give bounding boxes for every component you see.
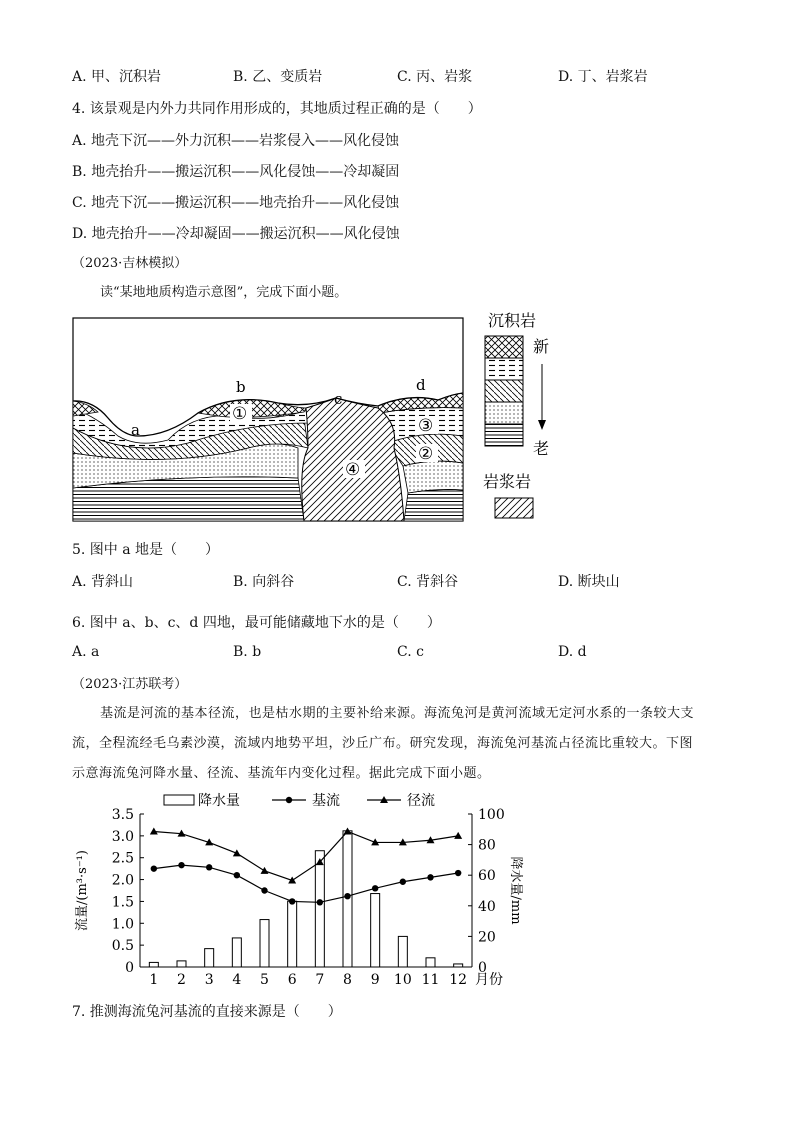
bar-precip-month-4 [232, 938, 241, 967]
y-left-tick-label: 2.5 [111, 850, 134, 867]
circled-1: ① [232, 404, 248, 424]
q6-option-d[interactable]: D. d [558, 644, 587, 660]
point-baseflow [261, 887, 267, 893]
bar-precip-month-2 [177, 961, 186, 967]
point-baseflow [344, 893, 350, 899]
legend-marker-baseflow [286, 797, 292, 803]
q4-option-a[interactable]: A. 地壳下沉——外力沉积——岩浆侵入——风化侵蚀 [72, 133, 400, 149]
x-tick-label: 3 [204, 972, 214, 988]
source-label-1: （2023·吉林模拟） [72, 256, 188, 271]
legend-label-baseflow: 基流 [312, 793, 340, 809]
x-tick-label: 5 [260, 972, 269, 988]
bar-precip-month-3 [205, 949, 214, 967]
passage-line-2: 流，全程流经毛乌素沙漠，流域内地势平坦，沙丘广布。研究发现，海流兔河基流占径流比重较大。下图 [72, 736, 694, 751]
q3-option-a[interactable]: A. 甲、沉积岩 [72, 69, 162, 85]
q5-option-a[interactable]: A. 背斜山 [72, 574, 134, 590]
y-right-tick-label: 100 [478, 807, 505, 823]
x-tick-label: 4 [232, 972, 242, 988]
bar-precip-month-10 [398, 936, 407, 967]
point-baseflow [317, 899, 323, 905]
bar-precip-month-1 [149, 962, 158, 967]
legend-mag-title: 岩浆岩 [483, 472, 532, 491]
q4-option-b[interactable]: B. 地壳抬升——搬运沉积——风化侵蚀——冷却凝固 [72, 164, 400, 180]
x-tick-label: 1 [149, 972, 159, 988]
q4-stem: 4. 该景观是内外力共同作用形成的，其地质过程正确的是（ ） [72, 101, 482, 117]
point-baseflow [455, 870, 461, 876]
point-baseflow [234, 872, 240, 878]
legend-new: 新 [533, 337, 550, 356]
point-baseflow [400, 879, 406, 885]
bar-precip-month-5 [260, 920, 269, 967]
geologic-diagram [68, 308, 558, 528]
y-left-axis-label: 流量/(m³·s⁻¹) [75, 850, 90, 931]
x-tick-label: 8 [343, 972, 352, 988]
legend-old: 老 [533, 439, 550, 458]
q6-option-b[interactable]: B. b [233, 644, 262, 660]
intro-text-1: 读“某地地质构造示意图”，完成下面小题。 [100, 285, 348, 300]
q5-option-c[interactable]: C. 背斜谷 [397, 574, 459, 590]
y-right-axis-label: 降水量/mm [508, 856, 523, 925]
q3-option-d[interactable]: D. 丁、岩浆岩 [558, 69, 648, 85]
point-baseflow [289, 898, 295, 904]
point-baseflow [206, 864, 212, 870]
bar-precip-month-9 [371, 894, 380, 967]
source-label-2: （2023·江苏联考） [72, 677, 188, 692]
y-right-tick-label: 60 [478, 868, 496, 885]
q5-option-d[interactable]: D. 断块山 [558, 574, 620, 590]
q5-option-b[interactable]: B. 向斜谷 [233, 574, 295, 590]
y-left-tick-label: 1.5 [111, 894, 134, 911]
y-left-tick-label: 1.0 [111, 916, 134, 933]
q5-stem: 5. 图中 a 地是（ ） [72, 542, 220, 558]
x-axis-label: 月份 [475, 972, 503, 988]
q4-option-d[interactable]: D. 地壳抬升——冷却凝固——搬运沉积——风化侵蚀 [72, 226, 400, 242]
bar-precip-month-12 [454, 964, 463, 967]
point-baseflow [178, 862, 184, 868]
label-c: c [334, 390, 343, 408]
q3-option-c[interactable]: C. 丙、岩浆 [397, 69, 473, 85]
x-tick-label: 11 [421, 972, 440, 988]
legend-swatch-5 [485, 424, 523, 446]
legend-swatch-3 [485, 380, 523, 402]
legend-swatch-2 [485, 358, 523, 380]
bar-precip-month-7 [315, 851, 324, 967]
legend-sed-title: 沉积岩 [488, 311, 537, 330]
y-right-tick-label: 40 [478, 898, 496, 915]
legend-label-precip: 降水量 [198, 793, 240, 809]
q6-option-c[interactable]: C. c [397, 644, 424, 660]
circled-4: ④ [345, 460, 361, 480]
circled-2: ② [418, 444, 434, 464]
label-d: d [416, 376, 426, 394]
label-a: a [131, 421, 140, 439]
legend-swatch-4 [485, 402, 523, 424]
point-runoff [261, 867, 269, 874]
passage-line-3: 示意海流兔河降水量、径流、基流年内变化过程。据此完成下面小题。 [72, 766, 491, 781]
point-baseflow [151, 865, 157, 871]
passage-line-1: 基流是河流的基本径流，也是枯水期的主要补给来源。海流兔河是黄河流域无定河水系的一条较大支 [100, 706, 695, 721]
x-tick-label: 12 [449, 972, 468, 988]
x-tick-label: 7 [315, 972, 325, 988]
legend-swatch-1 [485, 336, 523, 358]
y-right-tick-label: 20 [478, 929, 496, 946]
point-runoff [150, 827, 158, 834]
q3-option-b[interactable]: B. 乙、变质岩 [233, 69, 323, 85]
point-baseflow [427, 874, 433, 880]
y-left-tick-label: 3.5 [111, 807, 134, 823]
q6-stem: 6. 图中 a、b、c、d 四地，最可能储藏地下水的是（ ） [72, 615, 441, 631]
y-right-tick-label: 80 [478, 837, 496, 854]
circled-3: ③ [418, 416, 434, 436]
legend-swatch-magma [495, 498, 533, 518]
y-right-tick-label: 0 [478, 960, 487, 976]
x-tick-label: 2 [177, 972, 186, 988]
series-line-runoff [154, 831, 458, 880]
bar-precip-month-6 [288, 901, 297, 967]
q6-option-a[interactable]: A. a [72, 644, 100, 660]
q3-options [72, 66, 752, 86]
x-tick-label: 6 [287, 972, 297, 988]
legend-label-runoff: 径流 [407, 793, 435, 809]
legend-swatch-precip [164, 795, 194, 805]
label-b: b [236, 378, 246, 396]
bar-precip-month-11 [426, 958, 435, 967]
q6-options [72, 644, 752, 664]
y-left-tick-label: 3.0 [111, 828, 134, 845]
x-tick-label: 9 [370, 972, 380, 988]
y-left-tick-label: 0.5 [111, 938, 134, 955]
q5-options [72, 571, 752, 591]
y-left-tick-label: 2.0 [111, 872, 134, 889]
q4-option-c[interactable]: C. 地壳下沉——搬运沉积——地壳抬升——风化侵蚀 [72, 195, 400, 211]
x-tick-label: 10 [393, 972, 412, 988]
y-left-tick-label: 0 [125, 960, 134, 976]
point-baseflow [372, 885, 378, 891]
q7-stem: 7. 推测海流兔河基流的直接来源是（ ） [72, 1004, 342, 1020]
point-runoff [454, 832, 462, 839]
hydrology-chart [72, 790, 532, 990]
